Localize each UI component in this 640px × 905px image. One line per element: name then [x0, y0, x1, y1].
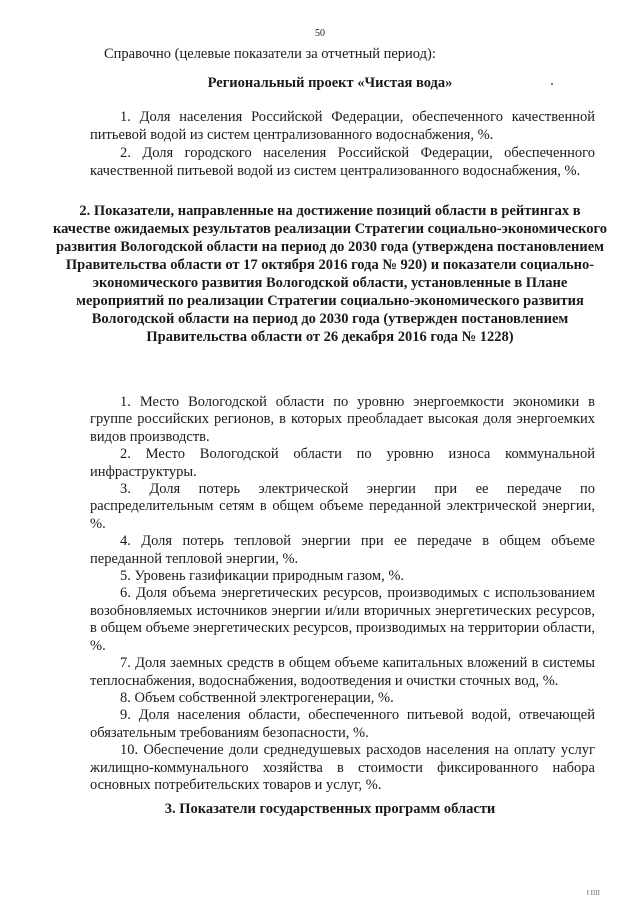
section1-item: 1. Доля населения Российской Федерации, обеспеченного качественной питьевой водой из систем централизованного водоснабжения, %.: [90, 109, 595, 143]
section1-item: 2. Доля городского населения Российской Федерации, обеспеченного качественной питьевой водой из систем централизованного водоснабжения, %.: [90, 145, 595, 179]
section2-item: 2. Место Вологодской области по уровню износа коммунальной инфраструктуры.: [90, 446, 595, 480]
section2-item: 1. Место Вологодской области по уровню энергоемкости экономики в группе российских регионов, в которых преобладает высокая доля энергоемких видов производств.: [90, 394, 595, 445]
scan-footer-mark: I IIII: [586, 889, 600, 897]
section2-item: 9. Доля населения области, обеспеченного питьевой водой, отвечающей обязательным требованиям безопасности, %.: [90, 707, 595, 741]
section2-item: 5. Уровень газификации природным газом, %.: [120, 568, 405, 585]
section2-item: 7. Доля заемных средств в общем объеме капитальных вложений в системы теплоснабжения, водоснабжения, водоотведения и очистки сточных вод, %.: [90, 655, 595, 689]
page-number: 50: [315, 28, 325, 39]
section1-title: Региональный проект «Чистая вода»: [207, 75, 453, 91]
section2-item: 8. Объем собственной электрогенерации, %.: [120, 689, 394, 706]
section3-title: 3. Показатели государственных программ области: [164, 801, 496, 817]
intro-text: Справочно (целевые показатели за отчетный период):: [104, 46, 436, 62]
section2-item: 10. Обеспечение доли среднедушевых расходов населения на оплату услуг жилищно-коммунального хозяйства в стоимости фиксированного набора основных потребительских товаров и услуг, %.: [90, 742, 595, 793]
section2-item: 6. Доля объема энергетических ресурсов, производимых с использованием возобновляемых источников энергии и/или вторичных энергетических ресурсов, в общем объеме энергетических ресурсов, производимых на территории области, %.: [90, 585, 595, 654]
section2-title: 2. Показатели, направленные на достижение позиций области в рейтингах в качестве ожидаемых результатов реализации Стратегии социально-экономического развития Вологодской области на период до 2030 года (утверждена постановлением Правительства области от 17 октября 2016 года № 920) и показатели социально-экономического развития Вологодской области, установленные в Плане мероприятий по реализации Стратегии социально-экономического развития Вологодской области на период до 2030 года (утвержден постановлением Правительства области от 26 декабря 2016 года № 1228): [53, 203, 607, 345]
section2-item: 4. Доля потерь тепловой энергии при ее передаче в общем объеме переданной тепловой энергии, %.: [90, 533, 595, 567]
section2-list: [90, 394, 595, 794]
section2-item: 3. Доля потерь электрической энергии при ее передаче по распределительным сетям в общем объеме переданной электрической энергии, %.: [90, 481, 595, 532]
